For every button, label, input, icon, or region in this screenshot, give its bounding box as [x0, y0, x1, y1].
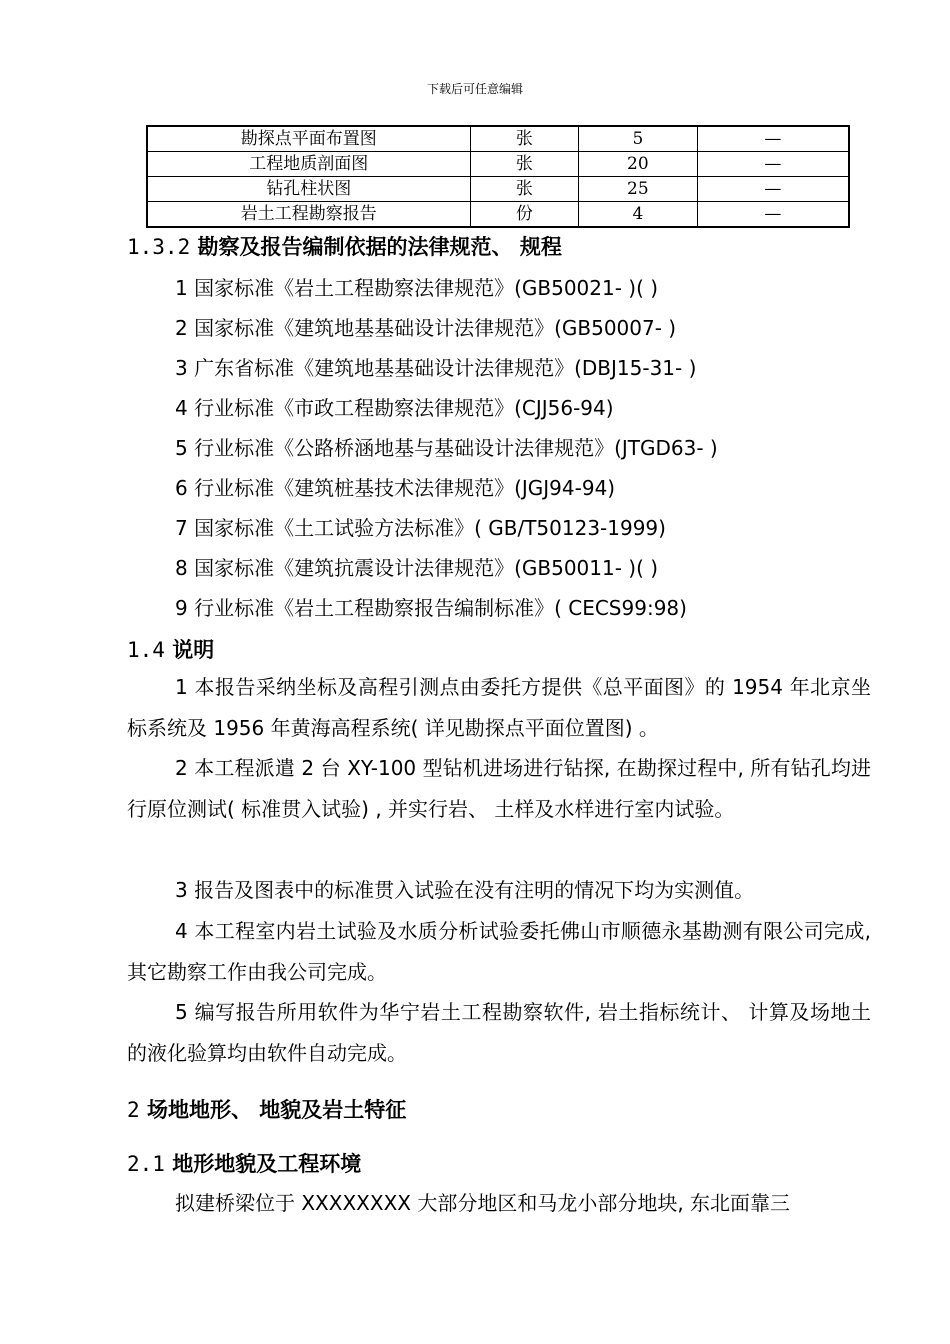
- table-cell: 岩土工程勘察报告: [147, 202, 470, 228]
- table-cell: —: [697, 177, 849, 202]
- table-row: [147, 126, 849, 152]
- reference-item: 5 行业标准《公路桥涵地基与基础设计法律规范》(JTGD63- ): [175, 436, 718, 460]
- table-row: [147, 202, 849, 228]
- table-cell: —: [697, 126, 849, 152]
- table-cell: 4: [579, 202, 698, 228]
- table-cell: 5: [579, 126, 698, 152]
- deliverables-table: [146, 125, 850, 228]
- table-row: [147, 177, 849, 202]
- note-paragraph: 3 报告及图表中的标准贯入试验在没有注明的情况下均为实测值。: [175, 878, 755, 902]
- table-cell: 钻孔柱状图: [147, 177, 470, 202]
- note-paragraph: 2 本工程派遣 2 台 XY-100 型钻机进场进行钻探, 在勘探过程中, 所有钻孔均进行原位测试( 标准贯入试验) , 并实行岩、 土样及水样进行室内试验。: [127, 756, 871, 821]
- table-row: [147, 152, 849, 177]
- reference-item: 7 国家标准《土工试验方法标准》( GB/T50123-1999): [175, 516, 666, 540]
- reference-item: 2 国家标准《建筑地基基础设计法律规范》(GB50007- ): [175, 316, 677, 340]
- note-paragraph: 5 编写报告所用软件为华宁岩土工程勘察软件, 岩土指标统计、 计算及场地土的液化验算均由软件自动完成。: [127, 1000, 871, 1065]
- reference-item: 6 行业标准《建筑桩基技术法律规范》(JGJ94-94): [175, 476, 616, 500]
- table-cell: —: [697, 202, 849, 228]
- table-cell: 份: [470, 202, 579, 228]
- table-cell: —: [697, 152, 849, 177]
- note-paragraph: 1 本报告采纳坐标及高程引测点由委托方提供《总平面图》的 1954 年北京坐标系统及 1956 年黄海高程系统( 详见勘探点平面位置图) 。: [127, 675, 871, 740]
- table-cell: 工程地质剖面图: [147, 152, 470, 177]
- table-cell: 张: [470, 126, 579, 152]
- reference-item: 8 国家标准《建筑抗震设计法律规范》(GB50011- )( ): [175, 556, 659, 580]
- section-heading-1-4: 1.4 说明: [127, 638, 215, 662]
- reference-item: 9 行业标准《岩土工程勘察报告编制标准》( CECS99:98): [175, 596, 687, 620]
- table-cell: 勘探点平面布置图: [147, 126, 470, 152]
- section-heading-2: 2 场地地形、 地貌及岩土特征: [127, 1098, 407, 1122]
- page-header: 下载后可任意编辑: [426, 82, 523, 96]
- reference-item: 1 国家标准《岩土工程勘察法律规范》(GB50021- )( ): [175, 276, 659, 300]
- table-cell: 20: [579, 152, 698, 177]
- table-cell: 张: [470, 177, 579, 202]
- section-heading-1-3-2: 1.3.2 勘察及报告编制依据的法律规范、 规程: [127, 235, 562, 259]
- reference-item: 3 广东省标准《建筑地基基础设计法律规范》(DBJ15-31- ): [175, 356, 697, 380]
- note-paragraph: 4 本工程室内岩土试验及水质分析试验委托佛山市顺德永基勘测有限公司完成, 其它勘察工作由我公司完成。: [127, 919, 871, 984]
- body-paragraph: 拟建桥梁位于 XXXXXXXX 大部分地区和马龙小部分地块, 东北面靠三: [175, 1191, 791, 1215]
- table-cell: 张: [470, 152, 579, 177]
- table-cell: 25: [579, 177, 698, 202]
- reference-item: 4 行业标准《市政工程勘察法律规范》(CJJ56-94): [175, 396, 614, 420]
- section-heading-2-1: 2.1 地形地貌及工程环境: [127, 1152, 362, 1176]
